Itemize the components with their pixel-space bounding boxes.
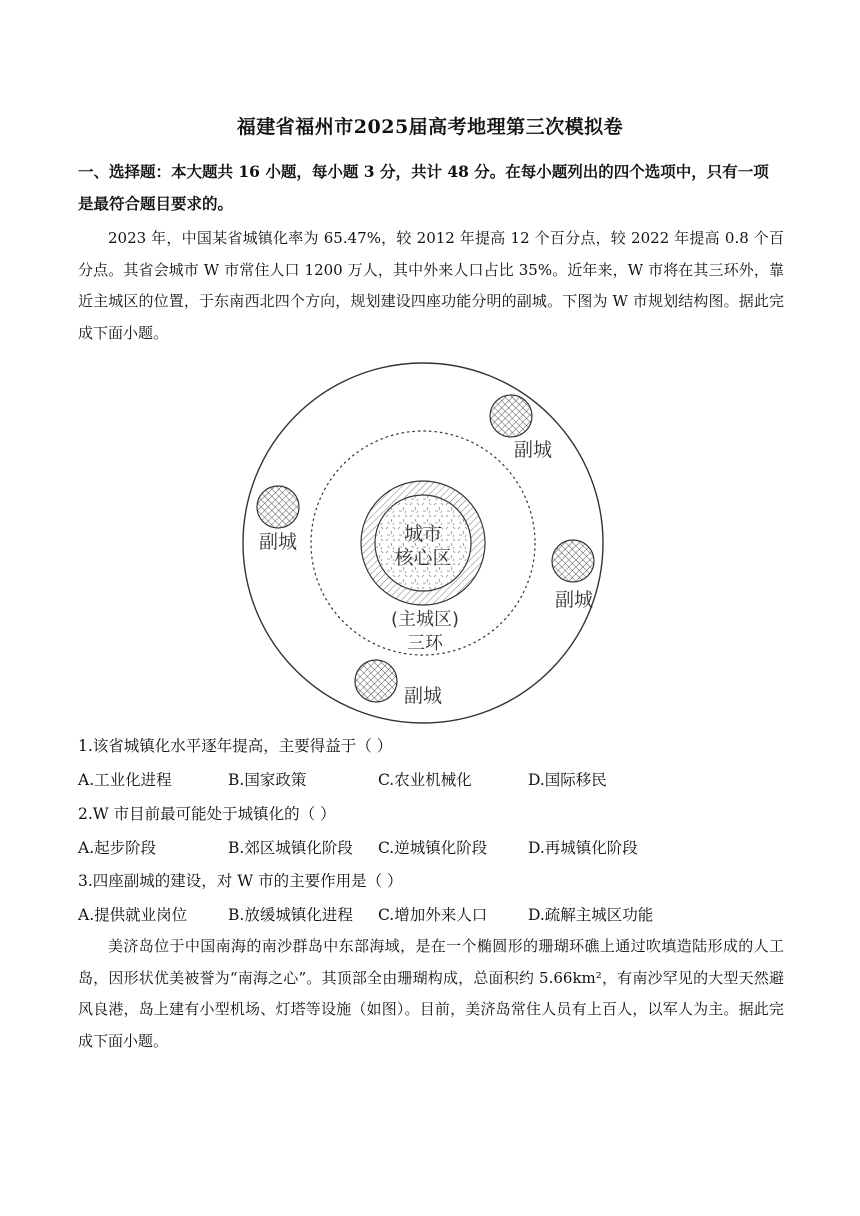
q2-option-c[interactable]: C.逆城镇化阶段: [378, 839, 488, 857]
passage-2: 美济岛位于中国南海的南沙群岛中东部海域，是在一个椭圆形的珊瑚环礁上通过吹填造陆形成的人工岛，因形状优美被誉为“南海之心”。其顶部全由珊瑚构成，总面积约 5.66km²，有南沙罕见的大型天然避风良港，岛上建有小型机场、灯塔等设施（如图）。目前，美济岛常住人员有上百人，以军人为主。据此完成下面小题。: [78, 937, 784, 1050]
sub-city-ne-label: 副城: [513, 439, 553, 461]
q3-option-c[interactable]: C.增加外来人口: [378, 906, 488, 924]
question-1-stem: 1.该省城镇化水平逐年提高，主要得益于（ ）: [78, 737, 393, 755]
question-2-stem: 2.W 市目前最可能处于城镇化的（ ）: [78, 805, 336, 823]
sub-city-w-label: 副城: [258, 531, 298, 553]
third-ring-label: 三环: [407, 633, 443, 654]
q2-option-b[interactable]: B.郊区城镇化阶段: [228, 839, 353, 857]
section-heading: 一、选择题：本大题共 16 小题，每小题 3 分，共计 48 分。在每小题列出的四个选项中，只有一项是最符合题目要求的。: [78, 162, 769, 213]
passage-1: 2023 年，中国某省城镇化率为 65.47%，较 2012 年提高 12 个百分点，较 2022 年提高 0.8 个百分点。其省会城市 W 市常住人口 1200 万人，其中外来人口占比 35%。近年来，W 市将在其三环外，靠近主城区的位置，于东南西北四个方向，规划建设四座功能分明的副城。下图为 W 市规划结构图。据此完成下面小题。: [78, 229, 784, 342]
q1-option-a[interactable]: A.工业化进程: [78, 771, 172, 789]
sub-city-e-label: 副城: [554, 589, 594, 611]
core-label-line2: 核心区: [394, 547, 452, 569]
city-structure-diagram: [240, 358, 620, 728]
q3-option-d[interactable]: D.疏解主城区功能: [528, 906, 654, 924]
q2-option-d[interactable]: D.再城镇化阶段: [528, 839, 638, 857]
sub-city-e: [552, 540, 594, 582]
q1-option-c[interactable]: C.农业机械化: [378, 771, 472, 789]
core-label-line1: 城市: [403, 523, 443, 545]
sub-city-s-label: 副城: [403, 685, 443, 707]
question-3-stem: 3.四座副城的建设，对 W 市的主要作用是（ ）: [78, 872, 403, 890]
q3-option-a[interactable]: A.提供就业岗位: [78, 906, 188, 924]
main-city-label: (主城区): [390, 609, 460, 630]
sub-city-w: [257, 486, 299, 528]
q3-option-b[interactable]: B.放缓城镇化进程: [228, 906, 353, 924]
q2-option-a[interactable]: A.起步阶段: [78, 839, 157, 857]
q1-option-d[interactable]: D.国际移民: [528, 771, 607, 789]
sub-city-ne: [490, 395, 532, 437]
q1-option-b[interactable]: B.国家政策: [228, 771, 307, 789]
page-title: 福建省福州市2025届高考地理第三次模拟卷: [236, 116, 624, 138]
sub-city-s: [355, 660, 397, 702]
